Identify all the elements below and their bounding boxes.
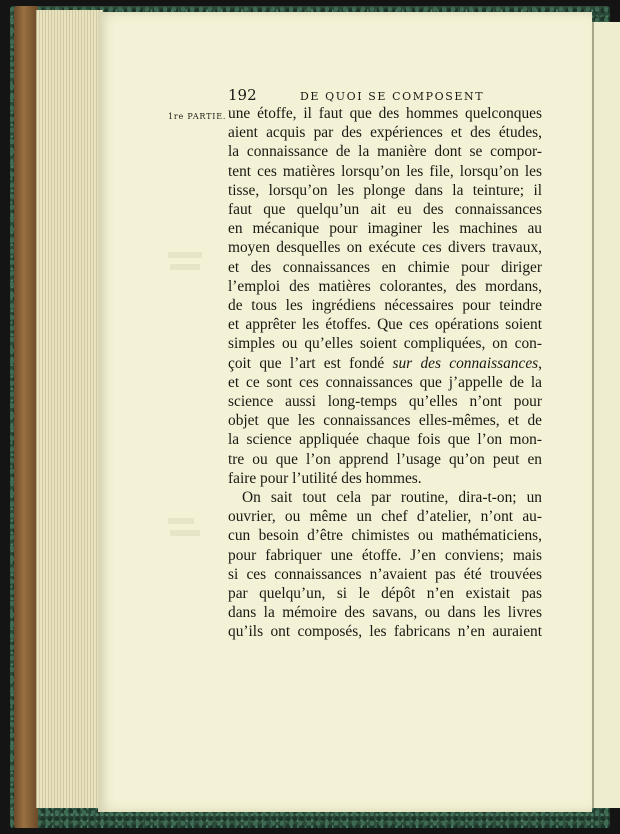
text-line: On sait tout cela par routine, dira-t-on; un xyxy=(242,489,542,507)
text-line: tent ces matières lorsqu’on les file, lorsqu’on les xyxy=(228,162,542,180)
text-line: si ces connaissances n’avaient pas été trouvées xyxy=(228,565,542,583)
text-line: et ce sont ces connaissances que j’appelle de la xyxy=(228,373,542,391)
text-line: en mécanique pour imaginer les machines au xyxy=(228,220,542,238)
text-line: par quelqu’un, si le dépôt n’en existait pas xyxy=(228,585,542,603)
text-line: faire pour l’utilité des hommes. xyxy=(228,469,422,487)
body-text xyxy=(228,104,542,642)
marginal-note: 1re PARTIE. xyxy=(168,112,227,121)
text-line: qu’ils ont composés, les fabricans n’en auraient xyxy=(228,623,542,641)
text-line: tre ou que l’on apprend l’usage qu’on peut en xyxy=(228,450,542,468)
text-line: l’emploi des matières colorantes, des mordans, xyxy=(228,277,542,295)
text-line: simples ou qu’elles soient compliquées, on con- xyxy=(228,335,542,353)
page-number: 192 xyxy=(228,86,257,104)
text-line: objet que les connaissances elles-mêmes, et de xyxy=(228,412,542,430)
text-line: aient acquis par des expériences et des études, xyxy=(228,124,542,142)
running-head: DE QUOI SE COMPOSENT xyxy=(300,90,485,103)
text-line-italic xyxy=(228,354,542,373)
text-line: une étoffe, il faut que des hommes quelconques xyxy=(228,105,542,122)
text-line: faut que quelqu’un ait eu des connaissances xyxy=(228,201,542,219)
text-line: et apprêter les étoffes. Que ces opérations soient xyxy=(228,316,542,334)
text-line: la science appliquée chaque fois que l’on mon- xyxy=(228,431,542,449)
line-text: , xyxy=(538,354,543,372)
text-line: moyen desquelles on exécute ces divers travaux, xyxy=(228,239,542,257)
line-text: çoit que l’art est fondé xyxy=(228,354,393,372)
facing-page-edge xyxy=(592,22,620,808)
book-spine xyxy=(14,6,38,828)
text-line: cun besoin d’être chimistes ou mathématiciens, xyxy=(228,527,542,545)
text-line: tisse, lorsqu’on les plonge dans la teinture; il xyxy=(228,181,542,199)
text-line: et des connaissances en chimie pour diriger xyxy=(228,258,542,276)
italic-phrase: sur des connaissances xyxy=(392,354,539,372)
text-line: pour fabriquer une étoffe. J’en conviens; mais xyxy=(228,546,542,564)
bleed-through-mark xyxy=(168,252,202,258)
text-line: dans la mémoire des savans, ou dans les livres xyxy=(228,604,542,622)
page-edges xyxy=(36,10,103,808)
text-line: ouvrier, ou même un chef d’atelier, n’ont au- xyxy=(228,508,542,526)
bleed-through-mark xyxy=(170,264,200,270)
bleed-through-mark xyxy=(168,518,194,524)
text-line: de tous les ingrédiens nécessaires pour teindre xyxy=(228,297,542,315)
text-line: science aussi long-temps qu’elles n’ont pour xyxy=(228,393,542,411)
text-line: la connaissance de la manière dont se compor- xyxy=(228,143,542,161)
bleed-through-mark xyxy=(170,530,200,536)
